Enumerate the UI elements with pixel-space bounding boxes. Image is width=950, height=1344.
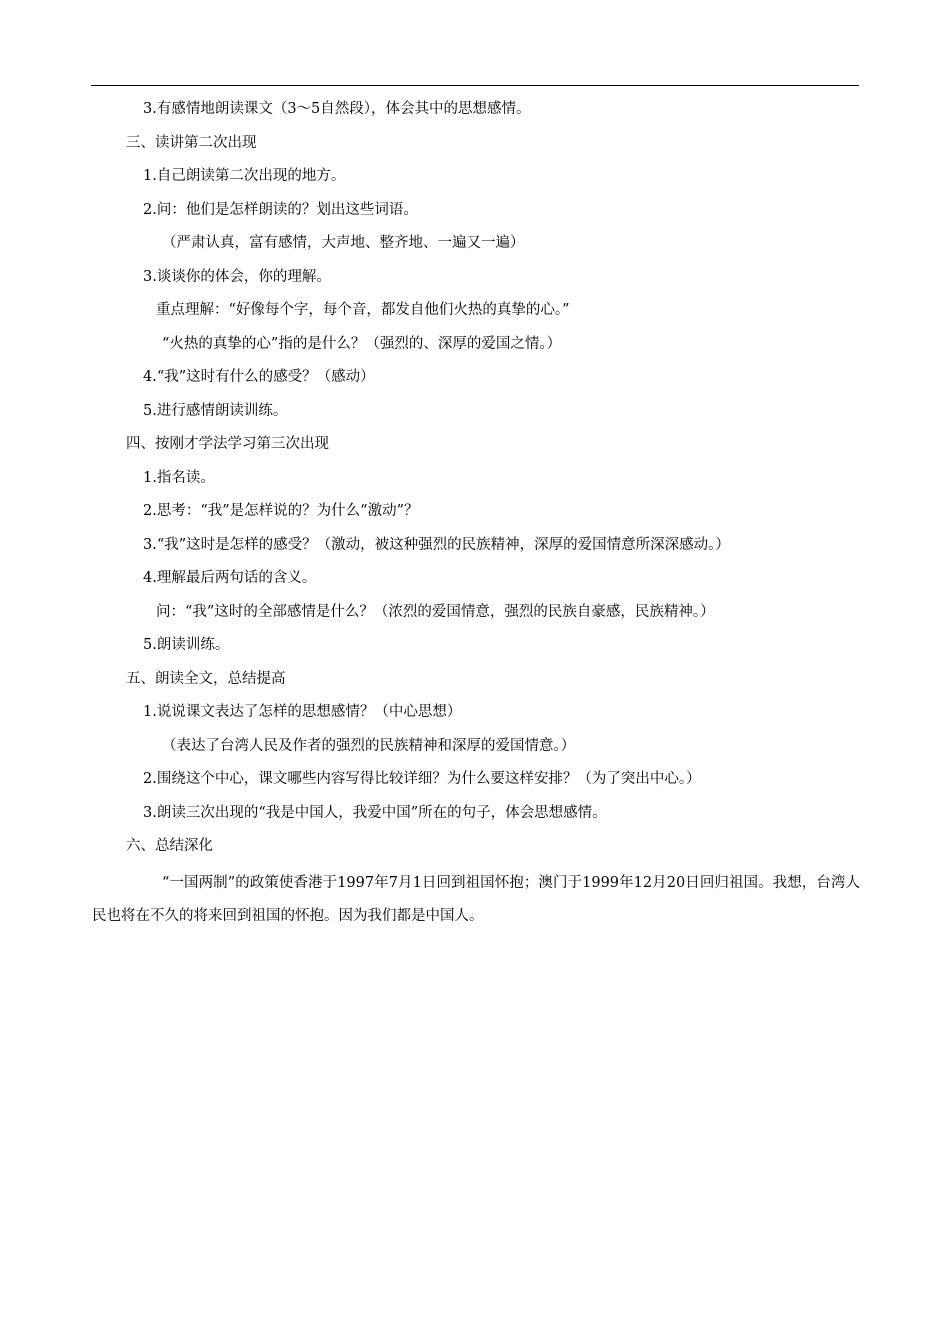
outline-item: 1.指名读。: [143, 469, 215, 486]
outline-item: 4.“我”这时有什么的感受？（感动）: [143, 369, 375, 385]
outline-item: 3.“我”这时是怎样的感受？（激动，被这种强烈的民族精神，深厚的爱国情意所深深感动。）: [143, 536, 730, 553]
outline-item: 2.围绕这个中心，课文哪些内容写得比较详细？为什么要这样安排？（为了突出中心。）: [143, 771, 701, 787]
outline-item: 3.朗读三次出现的“我是中国人，我爱中国”所在的句子，体会思想感情。: [143, 804, 607, 821]
document-body: [92, 96, 860, 934]
outline-item: 问：“我”这时的全部感情是什么？（浓烈的爱国情意，强烈的民族自豪感，民族精神。）: [156, 603, 715, 620]
outline-item: 5.进行感情朗读训练。: [143, 402, 288, 419]
closing-paragraph: “一国两制”的政策使香港于1997年7月1日回到祖国怀抱；澳门于1999年12月20日回归祖国。我想，台湾人民也将在不久的将来回到祖国的怀抱。因为我们都是中国人。: [92, 874, 860, 924]
outline-item: 4.理解最后两句话的含义。: [143, 570, 317, 586]
outline-item: 2.问：他们是怎样朗读的？划出这些词语。: [143, 201, 418, 218]
section-heading: 六、总结深化: [126, 838, 213, 854]
outline-item: （严肃认真，富有感情，大声地、整齐地、一遍又一遍）: [162, 235, 525, 251]
outline-item: 3.谈谈你的体会，你的理解。: [143, 268, 331, 285]
outline-lines: [92, 96, 860, 867]
outline-item: “火热的真挚的心”指的是什么？（强烈的、深厚的爱国之情。）: [162, 335, 562, 352]
outline-item: 2.思考：“我”是怎样说的？为什么“激动”？: [143, 503, 419, 519]
header-rule: [91, 85, 859, 86]
outline-item: （表达了台湾人民及作者的强烈的民族精神和深厚的爱国情意。）: [162, 737, 576, 754]
outline-item: 1.说说课文表达了怎样的思想感情？（中心思想）: [143, 704, 462, 720]
outline-item: 1.自己朗读第二次出现的地方。: [143, 168, 346, 184]
section-heading: 五、朗读全文，总结提高: [126, 670, 286, 687]
outline-item: 5.朗读训练。: [143, 637, 230, 653]
section-heading: 三、读讲第二次出现: [126, 134, 257, 151]
outline-item: 3.有感情地朗读课文（3～5自然段），体会其中的思想感情。: [143, 101, 531, 117]
section-heading: 四、按刚才学法学习第三次出现: [126, 436, 329, 452]
outline-item: 重点理解：“好像每个字，每个音，都发自他们火热的真挚的心。”: [156, 302, 570, 318]
